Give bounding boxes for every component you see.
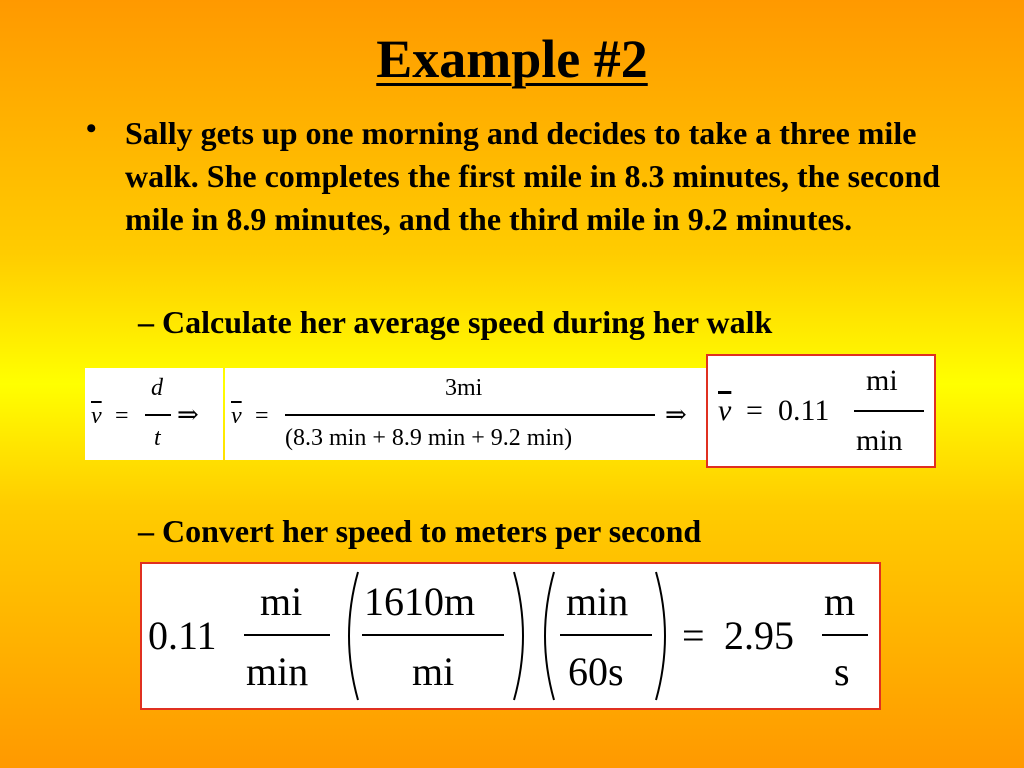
average-speed-result	[706, 354, 936, 468]
implies-arrow: ⇒	[177, 400, 199, 429]
factor3-numerator: min	[566, 579, 629, 624]
fraction-bar	[362, 634, 504, 636]
equals-sign: =	[682, 613, 705, 658]
equals-sign: =	[115, 403, 129, 429]
fraction-bar	[145, 414, 171, 416]
slide-title: Example #2	[376, 29, 648, 89]
speed-value: 0.11	[148, 613, 217, 658]
fraction-bar	[244, 634, 330, 636]
factor2-denominator: mi	[412, 649, 455, 694]
sub-item-average-speed: – Calculate her average speed during her walk	[138, 304, 773, 340]
factor2-numerator: 1610m	[364, 579, 476, 624]
fraction-bar	[285, 414, 655, 416]
distance-symbol: d	[151, 375, 163, 401]
unit-conversion-equation	[140, 562, 881, 710]
unit-numerator: mi	[866, 364, 898, 397]
left-paren-icon	[338, 570, 362, 702]
fraction-bar	[854, 410, 924, 412]
equals-sign: =	[746, 394, 763, 427]
unit-denominator: min	[856, 424, 903, 457]
total-distance: 3mi	[445, 375, 483, 401]
right-paren-icon	[510, 570, 534, 702]
sub-item-convert-speed: – Convert her speed to meters per second	[138, 513, 702, 549]
speed-definition-equation	[85, 368, 223, 460]
result-unit-numerator: m	[824, 579, 856, 624]
result-unit-denominator: s	[834, 649, 850, 694]
bullet-marker: •	[86, 112, 97, 145]
left-paren-icon	[534, 570, 558, 702]
fraction-bar	[822, 634, 868, 636]
implies-arrow: ⇒	[665, 400, 687, 429]
equals-sign: =	[255, 403, 269, 429]
factor1-numerator: mi	[260, 579, 303, 624]
fraction-bar	[560, 634, 652, 636]
time-symbol: t	[154, 425, 161, 451]
problem-statement: Sally gets up one morning and decides to take a three mile walk. She completes the first mile in 8.3 minutes, the second mile in 8.9 minutes, and the third mile in 9.2 minutes.	[125, 115, 941, 237]
velocity-symbol: $\overline{v}$	[91, 403, 102, 429]
speed-value: 0.11	[778, 394, 830, 427]
velocity-symbol: $\overline{v}$	[718, 394, 732, 427]
velocity-symbol: $\overline{v}$	[231, 403, 242, 429]
right-paren-icon	[652, 570, 676, 702]
total-time: (8.3 min + 8.9 min + 9.2 min)	[285, 425, 573, 451]
result-value: 2.95	[724, 613, 794, 658]
average-speed-substitution	[225, 368, 707, 460]
factor1-denominator: min	[246, 649, 309, 694]
factor3-denominator: 60s	[568, 649, 624, 694]
